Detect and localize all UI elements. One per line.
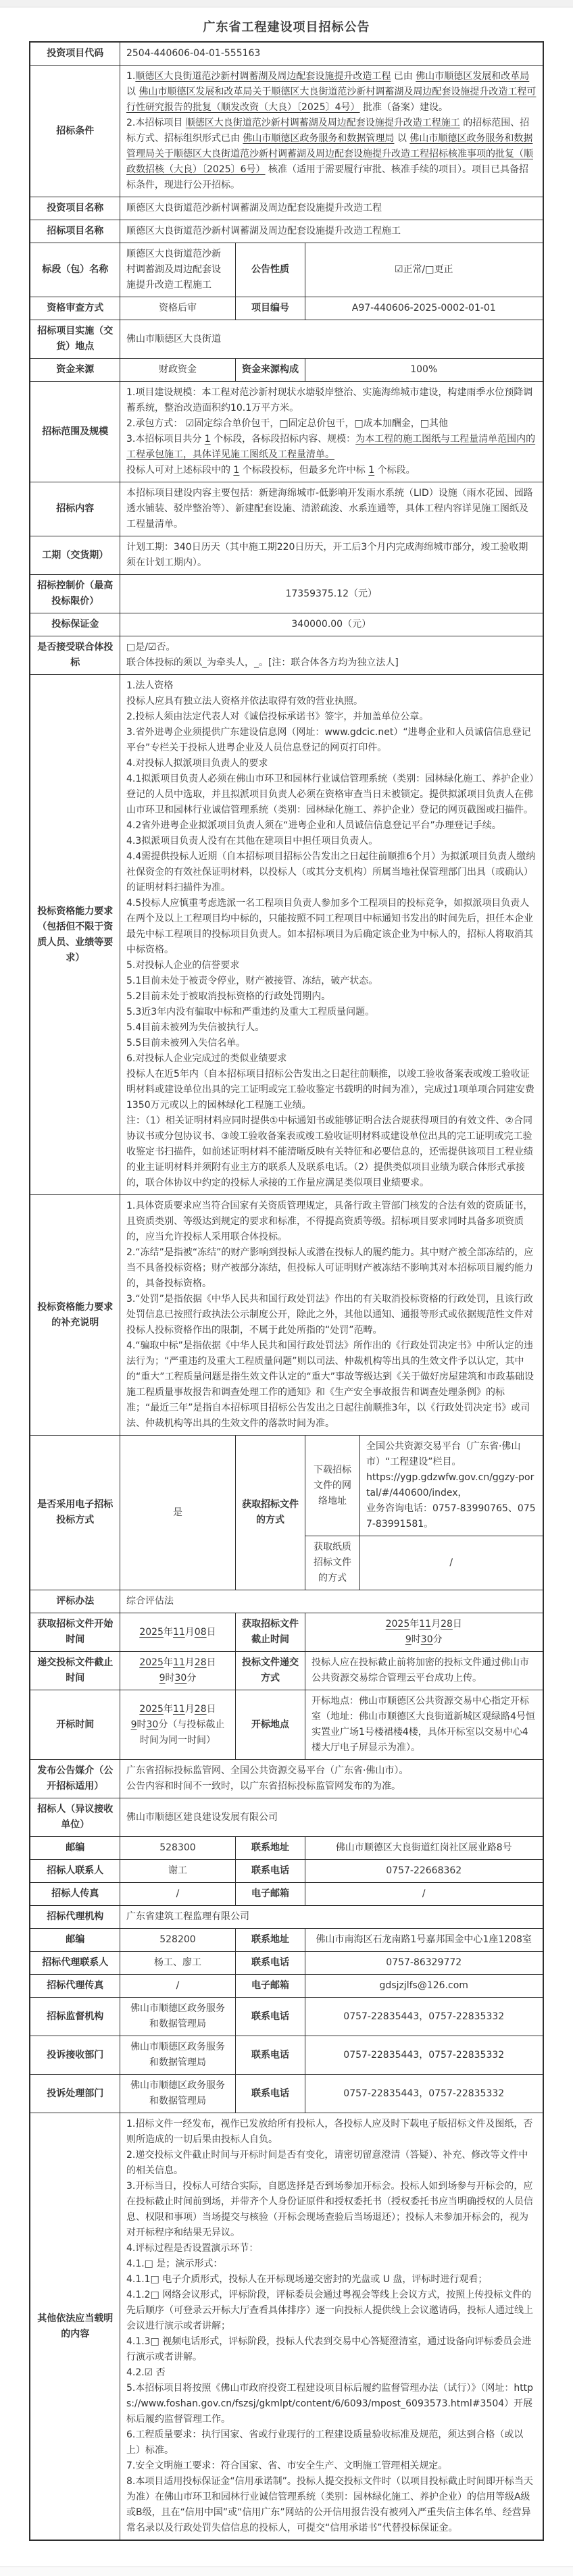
agency-fax-email-value-c1: /: [120, 1975, 235, 1998]
bottom-strip: [0, 2567, 573, 2576]
tenderer-postcode-address-label-c2: 联系地址: [235, 1837, 305, 1860]
agency-postcode-address: [30, 1929, 543, 1952]
price-ceiling: [30, 575, 543, 613]
tenderer-contact-label-c0: 招标人联系人: [30, 1860, 120, 1883]
announcement-media-label-c0: 发布公告媒介（公开招标适用）: [30, 1760, 120, 1798]
agency-postcode-address-label-c0: 邮编: [30, 1929, 120, 1952]
qualification-supplementary-notes-value-c1: 1.具体资质要求应当符合国家有关资质管理规定，具备行政主管部门核发的合法有效的资质证书，且资质类别、等级达到规定的要求和标准，不得提高资质等级。招标项目要求同时具备多项资质的，应当允许投标人采用联合体投标。 2.“冻结”是指被“冻结”的财产影响到投标人或潜在投标人的履约能力。其中财产被全部冻结的，应当不具备投标资格；财产被部分冻结，但投标人可证明财产被冻结不影响其对本招标项目履约能力的，具备投标资格。 3.“处罚”是指依据《中华人民共和国行政处罚法》作出的有关取消投标资格的行政处罚，且该行政处罚信息已按照行政执法公示制度公开，除此之外，其他以通知、通报等形式或依据规范性文件对投标人投标资格作出的限制，不属于此处所指的“处罚”范畴。 4.“骗取中标”是指依据《中华人民共和国行政处罚法》所作出的《行政处罚决定书》中所认定的违法行为；“严重违约及重大工程质量问题”则以司法、仲裁机构等出具的生效文件予以认定，其中的“重大”工程质量问题是指生效文件认定的“重大”事故等级达到《关于做好房屋建筑和市政基础设施工程质量事故报告和调查处理工作的通知》和《生产安全事故报告和调查处理条例》的标准；“最近三年”是指自本招标项目招标公告发出之日起往前顺推3年，以《行政处罚决定书》或司法、仲裁机构等出具的生效文件的落款时间为准。: [120, 1195, 543, 1436]
complaint-handling-dept: [30, 2075, 543, 2113]
bid-submission-deadline-value-c3: 投标人应在投标截止前将加密的投标文件通过佛山市公共资源交易综合管理云平台成功上传。: [305, 1652, 543, 1690]
tenderer: [30, 1798, 543, 1837]
supervision-authority: [30, 1998, 543, 2036]
tenderer-contact-label-c2: 联系电话: [235, 1860, 305, 1883]
supervision-authority-value-c3: 0757-22835443，0757-22835332: [305, 1998, 543, 2036]
tenderer-fax-email: [30, 1883, 543, 1906]
other-legally-required-contents: [30, 2113, 543, 2541]
electronic-bidding-label-c2: 获取招标文件的方式: [235, 1436, 305, 1590]
implementation-location-value-c1: 佛山市顺德区大良街道: [120, 320, 543, 359]
other-legally-required-contents-label-c0: 其他依法应当载明的内容: [30, 2113, 120, 2541]
document-acquisition-time-value-c1: 2025年11月08日: [120, 1613, 235, 1652]
qualification-review-method-label-c2: 项目编号: [235, 297, 305, 320]
funding-source-value-c3: 100%: [305, 359, 543, 382]
tender-scope-scale: [30, 382, 543, 482]
complaint-handling-dept-label-c2: 联系电话: [235, 2075, 305, 2113]
supervision-authority-label-c2: 联系电话: [235, 1998, 305, 2036]
agency-postcode-address-value-c1: 528200: [120, 1929, 235, 1952]
funding-source-label-c2: 资金来源构成: [235, 359, 305, 382]
tender-project-name: [30, 220, 543, 243]
section-package-name-value-c3: ☑正常/□更正: [305, 243, 543, 297]
section-package-name-label-c0: 标段（包）名称: [30, 243, 120, 297]
tender-content-label-c0: 招标内容: [30, 482, 120, 536]
consortium-bidding-label-c0: 是否接受联合体投标: [30, 636, 120, 675]
tender-project-name-value-c1: 顺德区大良街道范沙新村调蓄湖及周边配套设施提升改造工程施工: [120, 220, 543, 243]
evaluation-method-label-c0: 评标办法: [30, 1590, 120, 1613]
bid-submission-deadline-value-c1: 2025年11月28日 9时30分: [120, 1652, 235, 1690]
consortium-bidding: [30, 636, 543, 675]
tender-conditions-label-c0: 招标条件: [30, 66, 120, 197]
tenderer-fax-email-value-c1: /: [120, 1883, 235, 1906]
tenderer-value-c1: 佛山市顺德区建良建设发展有限公司: [120, 1798, 543, 1837]
bid-submission-deadline: [30, 1652, 543, 1690]
supervision-authority-value-c1: 佛山市顺德区政务服务和数据管理局: [120, 1998, 235, 2036]
bidder-qualification-requirements-value-c1: 1.法人资格 投标人应具有独立法人资格并依法取得有效的营业执照。 2.投标人须由法定代表人对《诚信投标承诺书》签字，并加盖单位公章。 3.省外进粤企业须提供广东建设信息网（网址：www.gdcic.net）“进粤企业和人员诚信信息登记平台”专栏关于投标人进粤企业及人员信息登记的网页打印件。 4.对投标人拟派项目负责人的要求 4.1拟派项目负责人必须在佛山市环卫和园林行业诚信管理系统（类别：园林绿化施工、养护企业）登记的人员中选取，并且拟派项目负责人必须在资格审查当日未被锁定。提供拟派项目负责人在佛山市环卫和园林行业诚信管理系统（类别：园林绿化施工、养护企业）登记的网页截图或扫描件。 4.2省外进粤企业拟派项目负责人须在“进粤企业和人员诚信信息登记平台”办理登记手续。 4.3拟派项目负责人没有在其他在建项目中担任项目负责人。 4.4需提供投标人近期（自本招标项目招标公告发出之日起往前顺推6个月）为拟派项目负责人缴纳社保资金的有效社保证明材料，以投标人（或其分支机构）所属当地社保管理部门出具（或确认）的证明材料扫描件为准。 4.5投标人应慎重考虑选派一名工程项目负责人参加多个工程项目的投标竞争，如拟派项目负责人在两个及以上工程项目均中标的，只能按照不同工程项目中标通知书发出的时间先后，担任本企业最先中标工程项目的投标项目负责人。如本招标项目为后确定该企业为中标人的，招标人将取消其中标资格。 5.对投标人企业的信誉要求 5.1目前未处于被责令停业，财产被接管、冻结，破产状态。 5.2目前未处于被取消投标资格的行政处罚期内。 5.3近3年内没有骗取中标和严重违约及重大工程质量问题。 5.4目前未被列为失信被执行人。 5.5目前未被列入失信名单。 6.对投标人企业完成过的类似业绩要求 投标人在近5年内（自本招标项目招标公告发出之日起往前顺推，以竣工验收备案表或竣工验收证明材料或建设单位出具的完工证明或完工验收鉴定书载明的时间为准），完成过1项单项合同建安费1350万元或以上的园林绿化工程施工业绩。 注：（1）相关证明材料应同时提供①中标通知书或能够证明合法合规获得项目的有效文件、②合同协议书或分包协议书、③竣工验收备案表或竣工验收证明材料或建设单位出具的完工证明或完工验收鉴定书扫描件，如前述证明材料不能清晰反映有关特征和必要信息的，还需提供该项目工程业绩的业主证明材料并须附有业主方的联系人及联系电话。（2）提供类似项目业绩为联合体形式承接的，联合体协议中约定的投标人承接的工作量应满足类似项目业绩要求。: [120, 675, 543, 1195]
electronic-bidding-label-c3: 下载招标文件的网络地址: [305, 1436, 359, 1536]
complaint-receiving-dept-label-c2: 联系电话: [235, 2036, 305, 2075]
document-acquisition-time-label-c0: 获取招标文件开始时间: [30, 1613, 120, 1652]
section-package-name-value-c1: 顺德区大良街道范沙新村调蓄湖及周边配套设施提升改造工程施工: [120, 243, 235, 297]
tenderer-postcode-address: [30, 1837, 543, 1860]
price-ceiling-label-c0: 招标控制价（最高投标限价）: [30, 575, 120, 613]
document-acquisition-time-value-c3: 2025年11月28日 9时30分: [305, 1613, 543, 1652]
tenderer-fax-email-label-c2: 电子邮箱: [235, 1883, 305, 1906]
evaluation-method-value-c1: 综合评估法: [120, 1590, 543, 1613]
footer-gap: [0, 2541, 573, 2567]
agency-contact-label-c0: 招标代理联系人: [30, 1952, 120, 1975]
electronic-bidding-value-c1: 是: [120, 1436, 235, 1590]
paper-document-acquisition-label-c0: 获取纸质招标文件的方式: [305, 1536, 359, 1590]
investment-project-code: [30, 42, 543, 66]
qualification-supplementary-notes: [30, 1195, 543, 1436]
electronic-bidding-value-c4: 全国公共资源交易平台（广东省·佛山市）“工程建设”栏目。 https://ygp.gdzwfw.gov.cn/ggzy-portal/#/440600/index， 业务咨询电话：0757-83990765、0757-83991581。: [359, 1436, 543, 1536]
tender-project-name-label-c0: 招标项目名称: [30, 220, 120, 243]
tenderer-contact: [30, 1860, 543, 1883]
agency-fax-email-value-c3: gdsjzjlfs@126.com: [305, 1975, 543, 1998]
tenderer-fax-email-value-c3: /: [305, 1883, 543, 1906]
agency-fax-email: [30, 1975, 543, 1998]
agency-fax-email-label-c0: 招标代理传真: [30, 1975, 120, 1998]
investment-project-name: [30, 197, 543, 220]
tender-conditions: [30, 66, 543, 197]
tender-content-value-c1: 本招标项目建设内容主要包括：新建海绵城市-低影响开发雨水系统（LID）设施（雨水花园、园路透水铺装、驳岸整治等）、新建配套设施、清淤疏浚、水系连通等，具体工程内容详见施工图纸及工程量清单。: [120, 482, 543, 536]
other-legally-required-contents-value-c1: 1.招标文件一经发布，视作已发放给所有投标人，各投标人应及时下载电子版招标文件及图纸，否则所造成的一切后果由投标人自负。 2.递交投标文件截止时间与开标时间是否有变化，请密切留意澄清（答疑）、补充、修改等文件中的相关信息。 3.开标当日，投标人可结合实际，自愿选择是否到场参加开标会。投标人如到场参与开标会的，应在投标截止时间前到场，并带齐个人身份证原件和授权委托书（授权委托书应当明确授权的人员信息、权限和事项）当场提交与核验（开标会现场查验后当场退还）；投标人未参加开标会的，视为对开标程序和结果无异议。 4.评标过程是否设置演示环节： 4.1.□ 是；演示形式： 4.1.1□ 电子介质形式，投标人在开标现场递交密封的光盘或 U 盘，评标时进行观看； 4.1.2□ 网络会议形式，评标阶段，评标委员会通过粤视会等线上会议方式，按照上传投标文件的先后顺序（可登录云开标大厅查看具体排序）逐一向投标人提供线上会议邀请码，投标人通过线上会议进行演示或者讲解； 4.1.3□ 视频电话形式，评标阶段，投标人代表到交易中心答疑澄清室，通过设备向评标委员会进行演示或者讲解。 4.2.☑ 否 5.本招标项目将按照《佛山市政府投资工程建设项目标后履约监督管理办法（试行）》（网址：https://www.foshan.gov.cn/fszsj/gkmlpt/content/6/6093/mpost_6093573.html#3504）开展标后履约监督管理工作。 6.工程质量要求：执行国家、省或行业现行的工程建设质量验收标准及规范，须达到合格（或以上）标准。 7.安全文明施工要求：符合国家、省、市安全生产、文明施工管理相关规定。 8.本项目适用投标保证金“信用承诺制”。投标人提交投标文件时（以项目投标截止时间即开标当天为准）在佛山市环卫和园林行业诚信管理系统（类别：园林绿化施工、养护企业）的信用等级A级或B级，且在“信用中国”或“信用广东”网站的公开信用报告没有被列入严重失信主体名单、经营异常名录以及行政处罚失信信息的投标人，可提交“信用承诺书”代替投标保证金。: [120, 2113, 543, 2541]
paper-document-acquisition-value-c1: /: [359, 1536, 543, 1590]
section-package-name-label-c2: 公告性质: [235, 243, 305, 297]
price-ceiling-value-c1: 17359375.12（元）: [120, 575, 543, 613]
qualification-review-method-value-c1: 资格后审: [120, 297, 235, 320]
tenderer-label-c0: 招标人（异议接收单位）: [30, 1798, 120, 1837]
bid-opening-value-c1: 2025年11月28日 9时30分（与投标截止时间为同一时间）: [120, 1690, 235, 1760]
construction-period-value-c1: 计划工期：340日历天（其中施工期220日历天，开工后3个月内完成海绵城市部分，竣工验收期须在计划工期内）。: [120, 536, 543, 575]
bid-bond: [30, 613, 543, 636]
tenderer-postcode-address-label-c0: 邮编: [30, 1837, 120, 1860]
tender-content: [30, 482, 543, 536]
complaint-receiving-dept-value-c3: 0757-22835443，0757-22835332: [305, 2036, 543, 2075]
bid-opening-label-c0: 开标时间: [30, 1690, 120, 1760]
qualification-review-method: [30, 297, 543, 320]
agency-contact-value-c1: 杨工、廖工: [120, 1952, 235, 1975]
bid-opening-value-c3: 开标地点：佛山市顺德区公共资源交易中心指定开标室（地址：佛山市顺德区大良街道新城区观绿路4号恒实置业广场1号楼裙楼4楼，具体开标室以交易中心4楼大厅电子屏显示为准）。: [305, 1690, 543, 1760]
announcement-media-value-c1: 广东省招标投标监管网、全国公共资源交易平台（广东省·佛山市）。 公告内容和时间不一致时，以广东省招标投标监管网发布的为准。: [120, 1760, 543, 1798]
construction-period: [30, 536, 543, 575]
agency-label-c0: 招标代理机构: [30, 1906, 120, 1929]
bid-opening: [30, 1690, 543, 1760]
funding-source: [30, 359, 543, 382]
implementation-location-label-c0: 招标项目实施（交货）地点: [30, 320, 120, 359]
qualification-supplementary-notes-label-c0: 投标资格能力要求的补充说明: [30, 1195, 120, 1436]
bidder-qualification-requirements-label-c0: 投标资格能力要求（包括但不限于资质人员、业绩等要求）: [30, 675, 120, 1195]
agency-contact-value-c3: 0757-86329772: [305, 1952, 543, 1975]
agency-value-c1: 广东省建筑工程监理有限公司: [120, 1906, 543, 1929]
investment-project-name-label-c0: 投资项目名称: [30, 197, 120, 220]
construction-period-label-c0: 工期（交货期）: [30, 536, 120, 575]
qualification-review-method-label-c0: 资格审查方式: [30, 297, 120, 320]
bidder-qualification-requirements: [30, 675, 543, 1195]
announcement-media: [30, 1760, 543, 1798]
tenderer-contact-value-c3: 0757-22668362: [305, 1860, 543, 1883]
complaint-handling-dept-value-c3: 0757-22835443，0757-22835332: [305, 2075, 543, 2113]
tender-scope-scale-label-c0: 招标范围及规模: [30, 382, 120, 482]
investment-project-code-label-c0: 投资项目代码: [30, 42, 120, 66]
announcement-table: [29, 41, 543, 2541]
section-package-name: [30, 243, 543, 297]
evaluation-method: [30, 1590, 543, 1613]
tender-scope-scale-value-c1: 1.项目建设规模：本工程对范沙新村现状水塘驳岸整治、实施海绵城市建设，构建雨季水位预降调蓄系统，整治改造面积约10.1万平方米。 2.承包方式： ☑固定综合单价包干，□固定总价包干，□成本加酬金，□其他 3.本招标项目共分 1 个标段，各标段招标内容、规模：为本工程的施工图纸与工程量清单范围内的工程承包施工，具体详见施工图纸及工程量清单。 投标人可对上述标段中的 1 个标段投标，但最多允许中标 1 个标段。: [120, 382, 543, 482]
implementation-location: [30, 320, 543, 359]
agency-contact: [30, 1952, 543, 1975]
tenderer-postcode-address-value-c3: 佛山市顺德区大良街道红岗社区展业路8号: [305, 1837, 543, 1860]
tenderer-contact-value-c1: 谢工: [120, 1860, 235, 1883]
complaint-receiving-dept-value-c1: 佛山市顺德区政务服务和数据管理局: [120, 2036, 235, 2075]
bid-opening-label-c2: 开标地点: [235, 1690, 305, 1760]
complaint-handling-dept-label-c0: 投诉处理部门: [30, 2075, 120, 2113]
consortium-bidding-value-c1: □是/☑否。 联合体投标的须以_为牵头人，_。[注：联合体各方均为独立法人]: [120, 636, 543, 675]
complaint-receiving-dept: [30, 2036, 543, 2075]
document-acquisition-time-label-c2: 获取招标文件截止时间: [235, 1613, 305, 1652]
complaint-handling-dept-value-c1: 佛山市顺德区政务服务和数据管理局: [120, 2075, 235, 2113]
bid-bond-value-c1: 340000.00（元）: [120, 613, 543, 636]
funding-source-value-c1: 财政资金: [120, 359, 235, 382]
bid-submission-deadline-label-c0: 递交投标文件截止时间: [30, 1652, 120, 1690]
bid-bond-label-c0: 投标保证金: [30, 613, 120, 636]
agency-contact-label-c2: 联系电话: [235, 1952, 305, 1975]
page-title: 广东省工程建设项目招标公告: [203, 20, 370, 34]
investment-project-name-value-c1: 顺德区大良街道范沙新村调蓄湖及周边配套设施提升改造工程: [120, 197, 543, 220]
bid-submission-deadline-label-c2: 投标文件递交方式: [235, 1652, 305, 1690]
complaint-receiving-dept-label-c0: 投诉接收部门: [30, 2036, 120, 2075]
tenderer-postcode-address-value-c1: 528300: [120, 1837, 235, 1860]
tender-conditions-value-c1: 1.顺德区大良街道范沙新村调蓄湖及周边配套设施提升改造工程 已由 佛山市顺德区发展和改革局 以 佛山市顺德区发展和改革局关于顺德区大良街道范沙新村调蓄湖及周边配套设施提升改造工程可行性研究报告的批复（顺发改资（大良）〔2025〕4号） 批准（备案）建设。 2.本招标项目 顺德区大良街道范沙新村调蓄湖及周边配套设施提升改造工程施工 的招标范围、招标方式、招标组织形式已由 佛山市顺德区政务服务和数据管理局 以 佛山市顺德区政务服务和数据管理局关于顺德区大良街道范沙新村调蓄湖及周边配套设施提升改造工程招标核准事项的批复（顺政数招核（大良）〔2025〕6号） 核准（适用于需要履行审批、核准手续的项目）。项目已具备招标条件，现进行公开招标。: [120, 66, 543, 197]
tenderer-fax-email-label-c0: 招标人传真: [30, 1883, 120, 1906]
qualification-review-method-value-c3: A97-440606-2025-0002-01-01: [305, 297, 543, 320]
top-band: [0, 0, 573, 7]
agency-postcode-address-value-c3: 佛山市南海区石龙南路1号嘉邦国金中心1座1208室: [305, 1929, 543, 1952]
agency: [30, 1906, 543, 1929]
agency-postcode-address-label-c2: 联系地址: [235, 1929, 305, 1952]
document-acquisition-time: [30, 1613, 543, 1652]
funding-source-label-c0: 资金来源: [30, 359, 120, 382]
investment-project-code-value-c1: 2504-440606-04-01-555163: [120, 42, 543, 66]
agency-fax-email-label-c2: 电子邮箱: [235, 1975, 305, 1998]
supervision-authority-label-c0: 招标监督机构: [30, 1998, 120, 2036]
electronic-bidding: [30, 1436, 543, 1536]
electronic-bidding-label-c0: 是否采用电子招标投标方式: [30, 1436, 120, 1590]
